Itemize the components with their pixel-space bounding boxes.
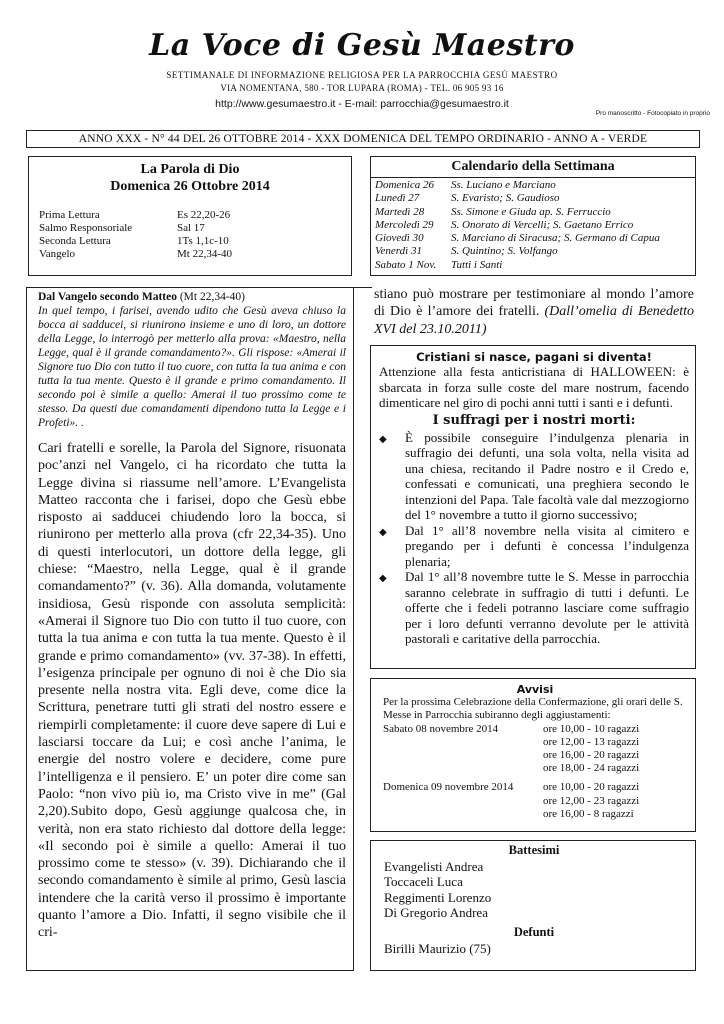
homily-continuation-text: stiano può mostrare per testimoniare al mondo l’amore di Dio è l’amore dei fratelli. [374,287,694,320]
reading-reference: Mt 22,34-40 [177,248,232,260]
calendar-saints: S. Onorato di Vercelli; S. Gaetano Errico [451,218,634,231]
issue-banner: ANNO XXX - N° 44 DEL 26 OTTOBRE 2014 - XXX DOMENICA DEL TEMPO ORDINARIO - ANNO A - VERDE [26,130,700,148]
calendar-row [375,192,660,205]
homily-continuation [374,286,694,338]
deceased-list [384,941,684,957]
calendar-saints: Tutti i Santi [451,258,503,271]
halloween-title: Cristiani si nasce, pagani si diventa! [416,350,652,364]
reading-reference: 1Ts 1,1c-10 [177,235,229,247]
halloween-text: Attenzione alla festa anticristiana di HALLOWEEN: è sbarcata in forza sulle coste del mare nostrum, facendo dimenticare nel giro di pochi anni tutti i santi e i defunti. [379,364,689,410]
registry-box [370,840,696,971]
baptism-name: Di Gregorio Andrea [384,905,488,921]
newsletter-contacts: http://www.gesumaestro.it - E-mail: parrocchia@gesumaestro.it [215,98,509,110]
baptism-name: Evangelisti Andrea [384,858,484,874]
reading-row [39,248,232,261]
readings-box [28,156,352,276]
calendar-list [375,179,660,272]
newsletter-title: La Voce di Gesù Maestro [149,28,575,63]
newsletter-subtitle: SETTIMANALE DI INFORMAZIONE RELIGIOSA PER LA PARROCCHIA GESÙ MAESTRO [166,70,558,80]
gospel-quote: In quel tempo, i farisei, avendo udito che Gesù aveva chiuso la bocca ai sadducei, si riunirono insieme e uno di loro, un dottore della Legge, lo interrogò per metterlo alla prova: «Maestro, nella Legge, qual è il grande comandamento?». Gli rispose: «Amerai il Signore tuo Dio con tutto il tuo cuore, con tutta la tua anima e con tutta la tua mente. Questo è il grande e primo comandamento. Il secondo poi è simile a quello: Amerai il tuo prossimo come te stesso. Da questi due comandamenti dipendono tutta la Legge e i Profeti». . [38,305,346,429]
homily-text: Cari fratelli e sorelle, la Parola del Signore, risuonata poc’anzi nel Vangelo, ci ha ricordato che tutta la Legge divina si riassume nell’amore. L’Evangelista Matteo racconta che i farisei, dopo che Gesù ebbe risposto ai sadducei chiudendo loro la bocca, si riunirono per metterlo alla prova (cfr 22,34-35). Uno di questi interlocutori, un dottore della legge, gli chiese: “Maestro, nella Legge, qual è il grande comandamento?” (v. 36). Alla domanda, volutamente insidiosa, Gesù risponde con assoluta semplicità: «Amerai il Signore tuo Dio con tutto il tuo cuore, con tutta la tua anima e con tutta la tua mente. Questo è il grande e primo comandamento» (vv. 37-38). In effetti, l’esigenza principale per ognuno di noi è che Dio sia presente nella nostra vita. Egli deve, come dice la Scrittura, penetrare tutti gli strati del nostro essere e riempirli completamente: il cuore deve sapere di Lui e lasciarsi toccare da Lui; e così anche l’anima, le energie del nostro volere e decidere, come pure l’intelligenza e il pensiero. E’ un poter dire come san Paolo: “non vivo più io, ma Cristo vive in me” (Gal 2,20).Subito dopo, Gesù aggiunge qualcosa che, in verità, non era stato richiesto dal dottore della legge: «Il secondo poi è simile a quello: Amerai il tuo prossimo come te stesso» (v. 39). Dichiarando che il secondo comandamento è simile al primo, Gesù lascia intendere che la carità verso il prossimo è importante quanto l’amore a Dio. Infatti, il segno visibile che il cri- [38,441,346,941]
newsletter-address: VIA NOMENTANA, 580 - TOR LUPARA (ROMA) - TEL. 06 905 93 16 [220,83,504,93]
diamond-bullet-icon: ◆ [379,573,387,584]
schedule-time: ore 10,00 - 20 ragazzi [543,781,640,794]
calendar-day: Sabato 1 Nov. [375,258,437,271]
calendar-row [375,259,660,272]
baptisms-title: Battesimi [508,843,560,857]
gospel-box [26,287,354,971]
calendar-box [370,156,696,276]
calendar-title: Calendario della Settimana [371,157,695,178]
suffragi-title: I suffragi per i nostri morti: [432,412,636,428]
calendar-row [375,245,660,258]
schedule-date: Sabato 08 novembre 2014 [383,722,499,735]
schedule-time: ore 12,00 - 23 ragazzi [543,794,640,807]
reading-label: Seconda Lettura [39,235,111,247]
calendar-saints: S. Quintino; S. Volfango [451,245,558,258]
baptism-name: Reggimenti Lorenzo [384,889,492,905]
list-item-text: È possibile conseguire l’indulgenza plenaria in suffragio dei defunti, una sola volta, nella visita ad una chiesa, recitando il Padre nostro e il Credo e, confessati e comunicati, una preghiera secondo le intenzioni del Papa. Tale facoltà vale dal mezzogiorno del 1° novembre a tutto il giorno successivo; [405,429,689,522]
calendar-day: Domenica 26 [375,179,434,191]
schedule-time: ore 10,00 - 10 ragazzi [543,722,640,735]
reading-row [39,235,232,248]
readings-title: La Parola di Dio [140,162,240,177]
schedule-day [383,723,687,776]
print-note: Pro manoscritto - Fotocopiato in proprio [595,110,710,117]
list-item-text: Dal 1° all’8 novembre tutte le S. Messe in parrocchia saranno celebrate in suffragio di tutti i defunti. Le offerte che i fedeli potranno lasciare come suffragio per i loro defunti verranno devolute per le attività pastorali e caritative della parrocchia. [405,569,689,646]
list-item [379,569,689,647]
deceased-name: Birilli Maurizio (75) [384,940,491,956]
reading-row [39,222,232,235]
diamond-bullet-icon: ◆ [379,526,387,538]
notices-title: Avvisi [516,683,554,696]
schedule-date: Domenica 09 novembre 2014 [383,781,514,794]
reading-label: Vangelo [39,248,76,260]
reading-label: Salmo Responsoriale [39,222,133,234]
calendar-day: Lunedì 27 [375,192,420,205]
schedule-time: ore 16,00 - 20 ragazzi [543,749,640,762]
schedule-time: ore 16,00 - 8 ragazzi [543,807,634,820]
calendar-saints: S. Marciano di Siracusa; S. Germano di Capua [451,232,660,245]
reading-reference: Es 22,20-26 [177,209,231,221]
reading-label: Prima Lettura [39,209,100,221]
schedule-time: ore 12,00 - 13 ragazzi [543,735,640,748]
calendar-row [375,206,660,219]
calendar-saints: Ss. Luciano e Marciano [451,179,556,191]
schedule-time: ore 18,00 - 24 ragazzi [543,762,640,775]
calendar-saints: S. Evaristo; S. Gaudioso [451,192,560,205]
halloween-box [370,345,696,669]
list-item [379,430,689,523]
gospel-heading [38,291,346,304]
schedule-times [543,723,639,776]
calendar-saints: Ss. Simone e Giuda ap. S. Ferruccio [451,205,611,218]
schedule-day [383,781,687,821]
gospel-heading-title: Dal Vangelo secondo Matteo [38,291,177,303]
calendar-row [375,179,660,192]
gospel-heading-ref: (Mt 22,34-40) [176,291,246,303]
notices-box [370,678,696,832]
readings-date: Domenica 26 Ottobre 2014 [110,179,270,194]
suffragi-list [379,430,689,647]
calendar-day: Martedì 28 [375,205,425,218]
list-item [379,523,689,570]
deceased-title: Defunti [513,924,555,939]
homily-source: (Dall’omelia di Benedetto XVI del 23.10.2011) [374,304,694,337]
reading-row [39,209,232,222]
calendar-row [375,219,660,232]
calendar-day: Venerdì 31 [375,245,422,258]
schedule-times [543,781,639,821]
readings-list [39,209,232,261]
calendar-day: Mercoledì 29 [375,218,434,231]
notices-intro: Per la prossima Celebrazione della Confermazione, gli orari delle S. Messe in Parrocchia subiranno degli aggiustamenti: [383,696,683,722]
diamond-bullet-icon: ◆ [379,433,387,445]
baptisms-list [384,859,684,921]
column-divider [352,287,372,288]
mass-schedule [383,723,687,821]
list-item-text: Dal 1° all’8 novembre nella visita al cimitero e pregando per i defunti è concessa l’indulgenza plenaria; [405,522,689,569]
calendar-row [375,232,660,245]
baptism-name: Toccaceli Luca [384,874,463,890]
calendar-day: Giovedì 30 [375,232,424,245]
reading-reference: Sal 17 [177,222,205,234]
